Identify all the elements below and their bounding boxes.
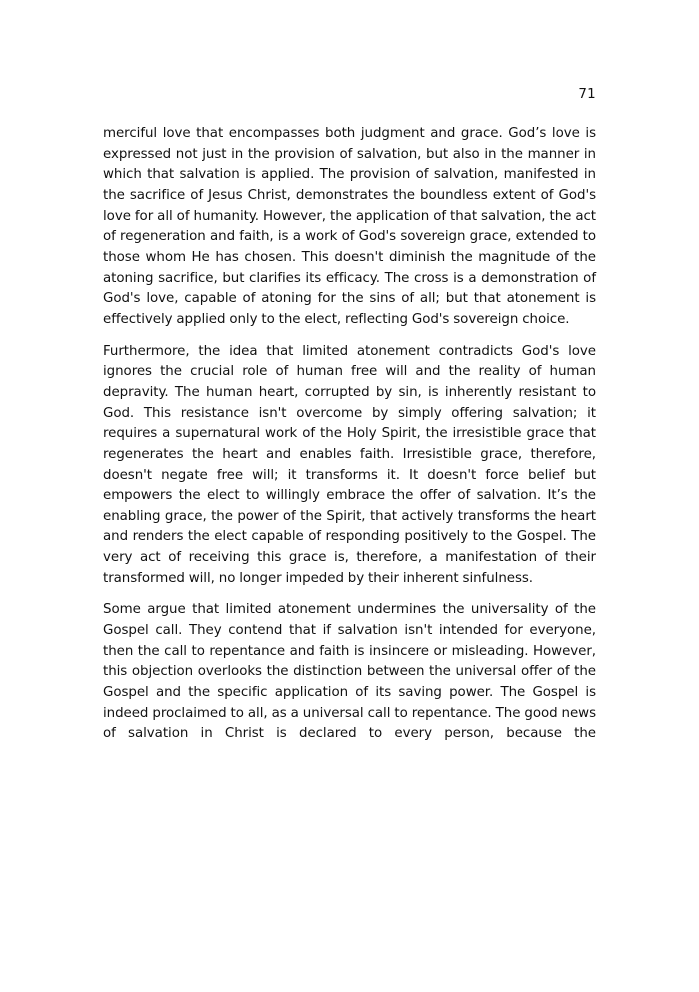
paragraph-1: merciful love that encompasses both judgment and grace. God’s love is expressed not just in the provision of salvation, but also in the manner in which that salvation is applied. The provision of salvation, manifested in the sacrifice of Jesus Christ, demonstrates the boundless extent of God's love for all of humanity. However, the application of that salvation, the act of regeneration and faith, is a work of God's sovereign grace, extended to those whom He has chosen. This doesn't diminish the magnitude of the atoning sacrifice, but clarifies its efficacy. The cross is a demonstration of God's love, capable of atoning for the sins of all; but that atonement is effectively applied only to the elect, reflecting God's sovereign choice. (103, 126, 596, 327)
paragraph-2: Furthermore, the idea that limited atonement contradicts God's love ignores the crucial role of human free will and the reality of human depravity. The human heart, corrupted by sin, is inherently resistant to God. This resistance isn't overcome by simply offering salvation; it requires a supernatural work of the Holy Spirit, the irresistible grace that regenerates the heart and enables faith. Irresistible grace, therefore, doesn't negate free will; it transforms it. It doesn't force belief but empowers the elect to willingly embrace the offer of salvation. It’s the enabling grace, the power of the Spirit, that actively transforms the heart and renders the elect capable of responding positively to the Gospel. The very act of receiving this grace is, therefore, a manifestation of their transformed will, no longer impeded by their inherent sinfulness. (103, 343, 596, 586)
page-number: 71 (578, 87, 596, 102)
paragraph-3: Some argue that limited atonement undermines the universality of the Gospel call. They contend that if salvation isn't intended for everyone, then the call to repentance and faith is insincere or misleading. However, this objection overlooks the distinction between the universal offer of the Gospel and the specific application of its saving power. The Gospel is indeed proclaimed to all, as a universal call to repentance. The good news of salvation in Christ is declared to every person, because the (103, 602, 596, 742)
body-text (103, 124, 596, 756)
